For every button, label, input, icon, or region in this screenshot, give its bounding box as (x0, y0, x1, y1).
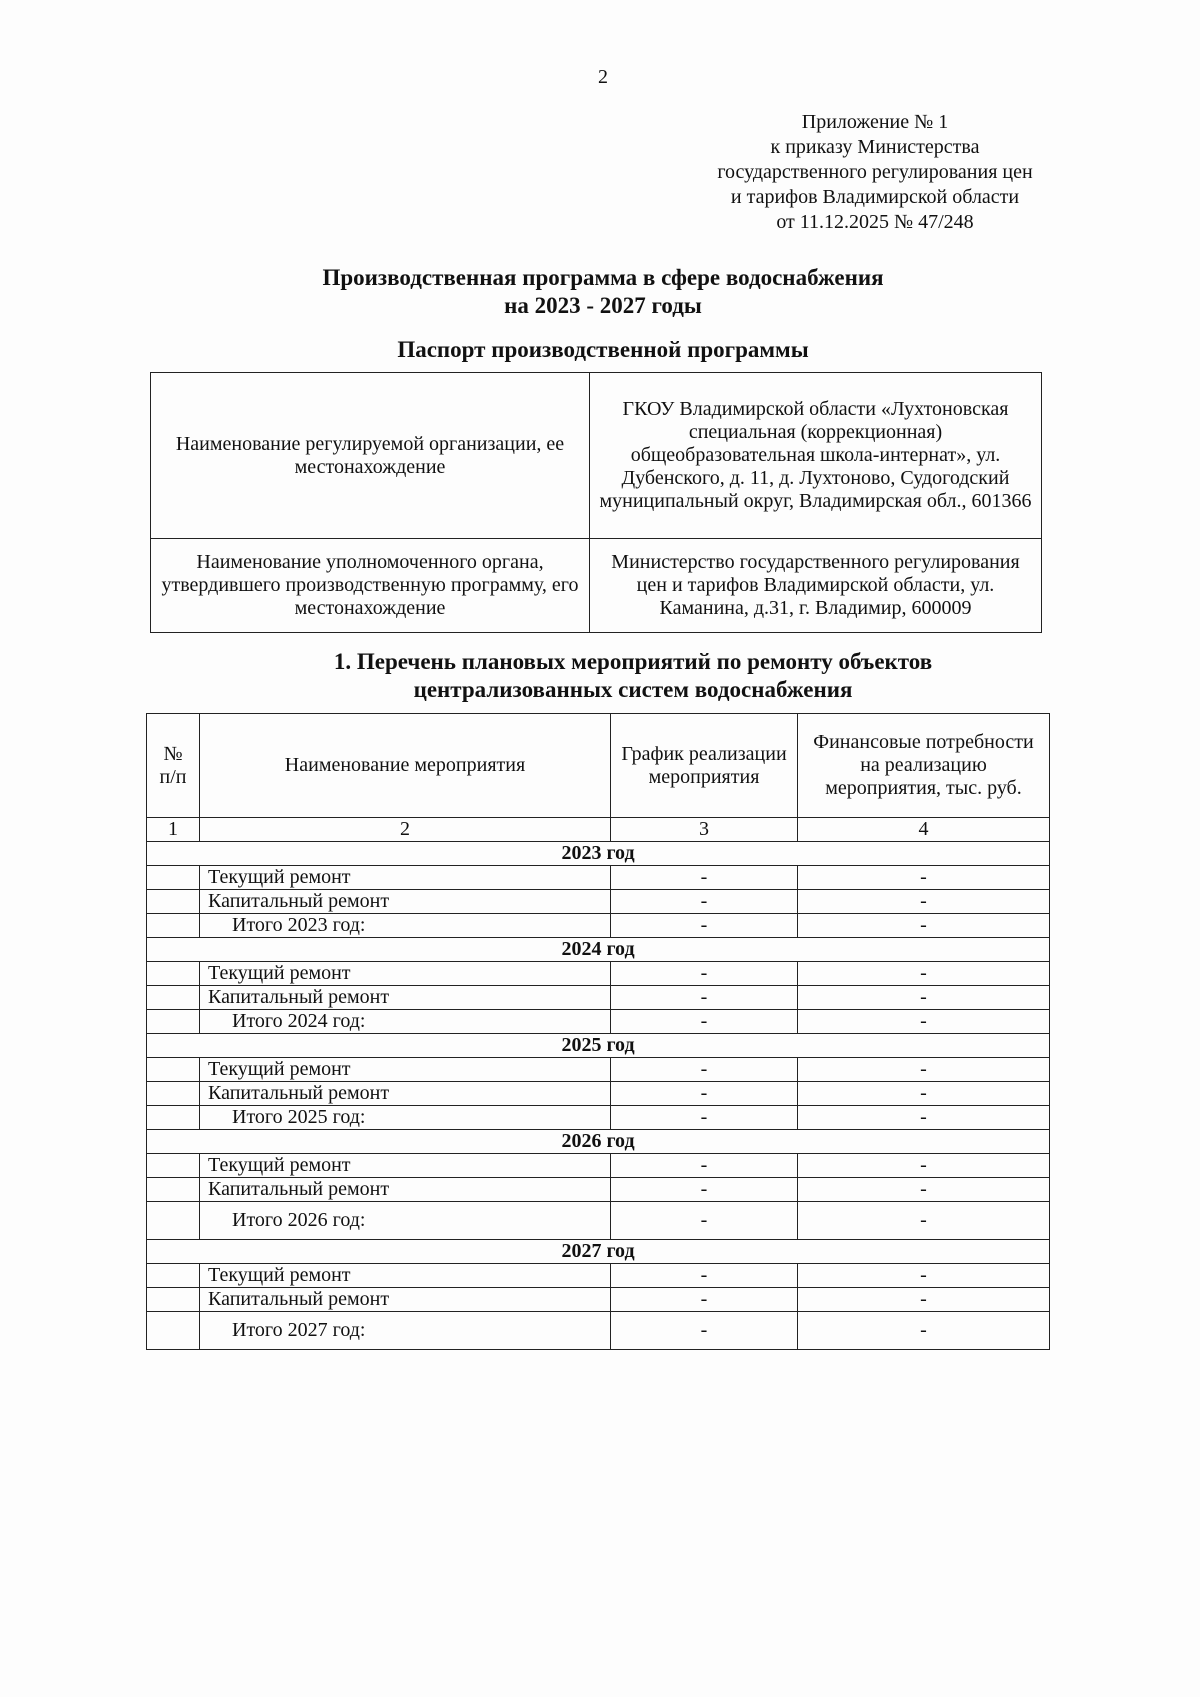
measure-name: Итого 2025 год: (200, 1106, 611, 1130)
schedule-cell: - (611, 1312, 798, 1350)
year-row (147, 1130, 1050, 1154)
index-cell (147, 1058, 200, 1082)
page-number: 2 (598, 66, 608, 88)
year-label: 2024 год (147, 938, 1050, 962)
measure-name: Капитальный ремонт (200, 890, 611, 914)
passport-title: Паспорт производственной программы (397, 337, 809, 362)
measures-table (146, 713, 1050, 1350)
finance-cell: - (798, 962, 1050, 986)
measure-name: Текущий ремонт (200, 1154, 611, 1178)
appendix-line: к приказу Министерства (770, 136, 980, 158)
table-row (147, 1178, 1050, 1202)
finance-cell: - (798, 1154, 1050, 1178)
finance-cell: - (798, 1202, 1050, 1240)
year-row (147, 1034, 1050, 1058)
header-row (147, 714, 1050, 818)
index-cell (147, 866, 200, 890)
finance-cell: - (798, 914, 1050, 938)
finance-cell: - (798, 1082, 1050, 1106)
index-cell (147, 986, 200, 1010)
finance-cell: - (798, 890, 1050, 914)
finance-cell: - (798, 1010, 1050, 1034)
measure-name: Текущий ремонт (200, 1264, 611, 1288)
index-cell (147, 1106, 200, 1130)
title-line: на 2023 - 2027 годы (504, 293, 702, 318)
finance-cell: - (798, 1058, 1050, 1082)
passport-label: Наименование регулируемой организации, ее местонахождение (151, 373, 590, 539)
finance-cell: - (798, 1288, 1050, 1312)
index-cell (147, 1288, 200, 1312)
table-row (147, 890, 1050, 914)
appendix-line: и тарифов Владимирской области (730, 186, 1020, 208)
number-cell: 2 (200, 818, 611, 842)
appendix-line: от 11.12.2025 № 47/248 (776, 211, 974, 233)
measure-name: Текущий ремонт (200, 866, 611, 890)
schedule-cell: - (611, 1288, 798, 1312)
header-cell: График реализации мероприятия (611, 714, 798, 818)
index-cell (147, 1082, 200, 1106)
appendix-line: Приложение № 1 (801, 111, 949, 133)
title-line: централизованных систем водоснабжения (413, 677, 853, 702)
index-cell (147, 914, 200, 938)
measure-name: Итого 2024 год: (200, 1010, 611, 1034)
passport-row (151, 539, 1042, 633)
schedule-cell: - (611, 1058, 798, 1082)
header-cell: Финансовые потребности на реализацию мероприятия, тыс. руб. (798, 714, 1050, 818)
table-row (147, 986, 1050, 1010)
index-cell (147, 1178, 200, 1202)
header-cell: Наименование мероприятия (200, 714, 611, 818)
column-number-row (147, 818, 1050, 842)
number-cell: 3 (611, 818, 798, 842)
measure-name: Капитальный ремонт (200, 1082, 611, 1106)
header-cell: № п/п (147, 714, 200, 818)
document-title (0, 264, 1200, 320)
index-cell (147, 1264, 200, 1288)
year-label: 2026 год (147, 1130, 1050, 1154)
total-row (147, 1312, 1050, 1350)
measure-name: Капитальный ремонт (200, 986, 611, 1010)
schedule-cell: - (611, 1154, 798, 1178)
measure-name: Текущий ремонт (200, 962, 611, 986)
measure-name: Итого 2027 год: (200, 1312, 611, 1350)
schedule-cell: - (611, 962, 798, 986)
year-label: 2027 год (147, 1240, 1050, 1264)
total-row (147, 1202, 1050, 1240)
index-cell (147, 1010, 200, 1034)
passport-table (150, 372, 1042, 633)
finance-cell: - (798, 986, 1050, 1010)
title-line: 1. Перечень плановых мероприятий по ремонту объектов (333, 649, 933, 674)
table-row (147, 962, 1050, 986)
table-row (147, 1058, 1050, 1082)
schedule-cell: - (611, 1202, 798, 1240)
index-cell (147, 890, 200, 914)
number-cell: 4 (798, 818, 1050, 842)
measure-name: Итого 2023 год: (200, 914, 611, 938)
finance-cell: - (798, 866, 1050, 890)
schedule-cell: - (611, 914, 798, 938)
total-row (147, 1106, 1050, 1130)
measure-name: Капитальный ремонт (200, 1288, 611, 1312)
total-row (147, 1010, 1050, 1034)
table-row (147, 1288, 1050, 1312)
year-row (147, 938, 1050, 962)
finance-cell: - (798, 1106, 1050, 1130)
passport-value: ГКОУ Владимирской области «Лухтоновская специальная (коррекционная) общеобразовательная школа-интернат», ул. Дубенского, д. 11, д. Лухтоново, Судогодский муниципальный округ, Владимирская обл., 601366 (590, 373, 1042, 539)
finance-cell: - (798, 1264, 1050, 1288)
section1-title (30, 648, 1200, 704)
number-cell: 1 (147, 818, 200, 842)
passport-row (151, 373, 1042, 539)
finance-cell: - (798, 1312, 1050, 1350)
measure-name: Капитальный ремонт (200, 1178, 611, 1202)
schedule-cell: - (611, 986, 798, 1010)
schedule-cell: - (611, 1010, 798, 1034)
total-row (147, 914, 1050, 938)
year-row (147, 1240, 1050, 1264)
index-cell (147, 1202, 200, 1240)
schedule-cell: - (611, 1082, 798, 1106)
schedule-cell: - (611, 1106, 798, 1130)
title-line: Производственная программа в сфере водоснабжения (322, 265, 884, 290)
index-cell (147, 1154, 200, 1178)
index-cell (147, 1312, 200, 1350)
schedule-cell: - (611, 1178, 798, 1202)
year-label: 2023 год (147, 842, 1050, 866)
year-label: 2025 год (147, 1034, 1050, 1058)
appendix-line: государственного регулирования цен (717, 161, 1033, 183)
appendix-note (680, 110, 1070, 235)
measure-name: Текущий ремонт (200, 1058, 611, 1082)
schedule-cell: - (611, 890, 798, 914)
table-row (147, 1082, 1050, 1106)
table-row (147, 1264, 1050, 1288)
finance-cell: - (798, 1178, 1050, 1202)
measure-name: Итого 2026 год: (200, 1202, 611, 1240)
passport-value: Министерство государственного регулирования цен и тарифов Владимирской области, ул. Каманина, д.31, г. Владимир, 600009 (590, 539, 1042, 633)
passport-label: Наименование уполномоченного органа, утвердившего производственную программу, его местонахождение (151, 539, 590, 633)
table-row (147, 866, 1050, 890)
index-cell (147, 962, 200, 986)
schedule-cell: - (611, 866, 798, 890)
table-row (147, 1154, 1050, 1178)
schedule-cell: - (611, 1264, 798, 1288)
year-row (147, 842, 1050, 866)
